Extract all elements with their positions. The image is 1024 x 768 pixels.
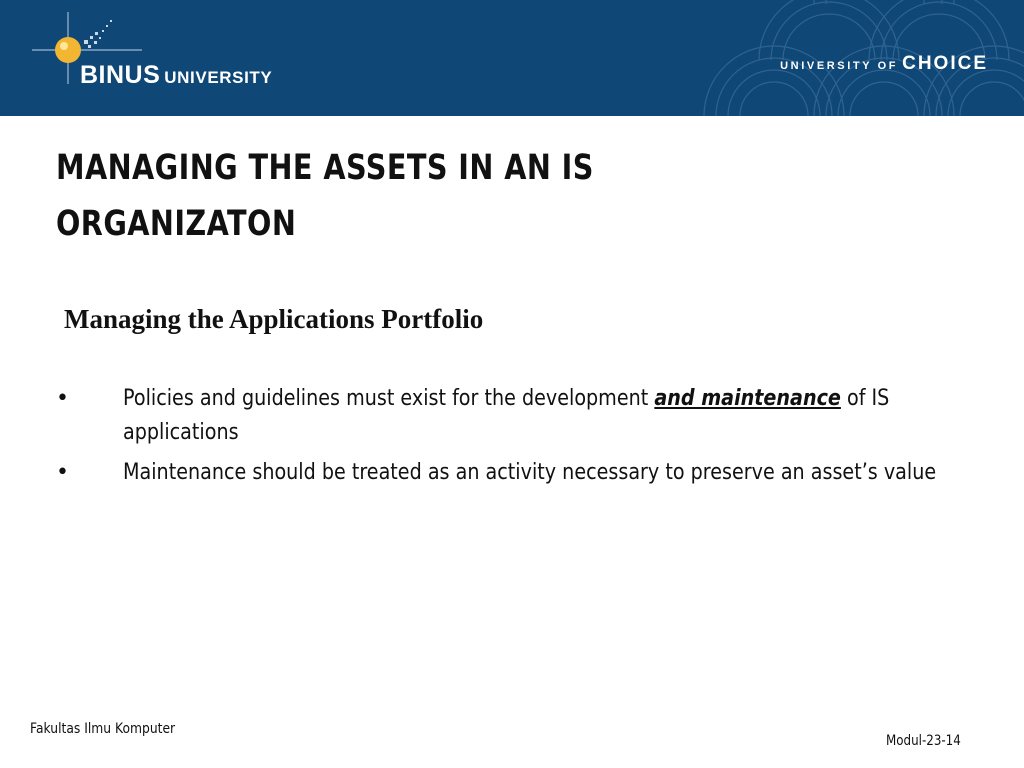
logo-wordmark [80, 61, 272, 90]
bullet-emphasis: and maintenance [654, 386, 841, 411]
bullet-list [56, 382, 976, 496]
title-line-2: ORGANIZATON [56, 204, 297, 244]
logo-brand: BINUS [80, 61, 161, 89]
bullet-text-part: Maintenance should be treated as an activity necessary to preserve an asset’s value [123, 460, 937, 485]
bullet-marker: • [56, 386, 69, 411]
logo-suffix: UNIVERSITY [164, 68, 273, 87]
bullet-marker: • [56, 460, 69, 485]
slide-title [56, 140, 794, 252]
bullet-item [56, 456, 976, 490]
binus-logo[interactable] [32, 12, 302, 96]
bullet-text-part: Policies and guidelines must exist for the development [123, 386, 655, 411]
slide-subtitle: Managing the Applications Portfolio [64, 304, 484, 334]
tagline-emphasis: CHOICE [902, 53, 988, 74]
bullet-text [123, 382, 958, 450]
university-tagline [780, 53, 988, 75]
footer-module: Modul-23-14 [886, 733, 961, 749]
footer-faculty: Fakultas Ilmu Komputer [30, 721, 176, 737]
bullet-text [123, 456, 958, 490]
bullet-item [56, 382, 976, 450]
title-line-1: MANAGING THE ASSETS IN AN IS [56, 148, 594, 188]
tagline-prefix: UNIVERSITY OF [780, 60, 899, 72]
slide-header [0, 0, 1024, 116]
bullet-text-part: of IS applications [123, 386, 890, 445]
